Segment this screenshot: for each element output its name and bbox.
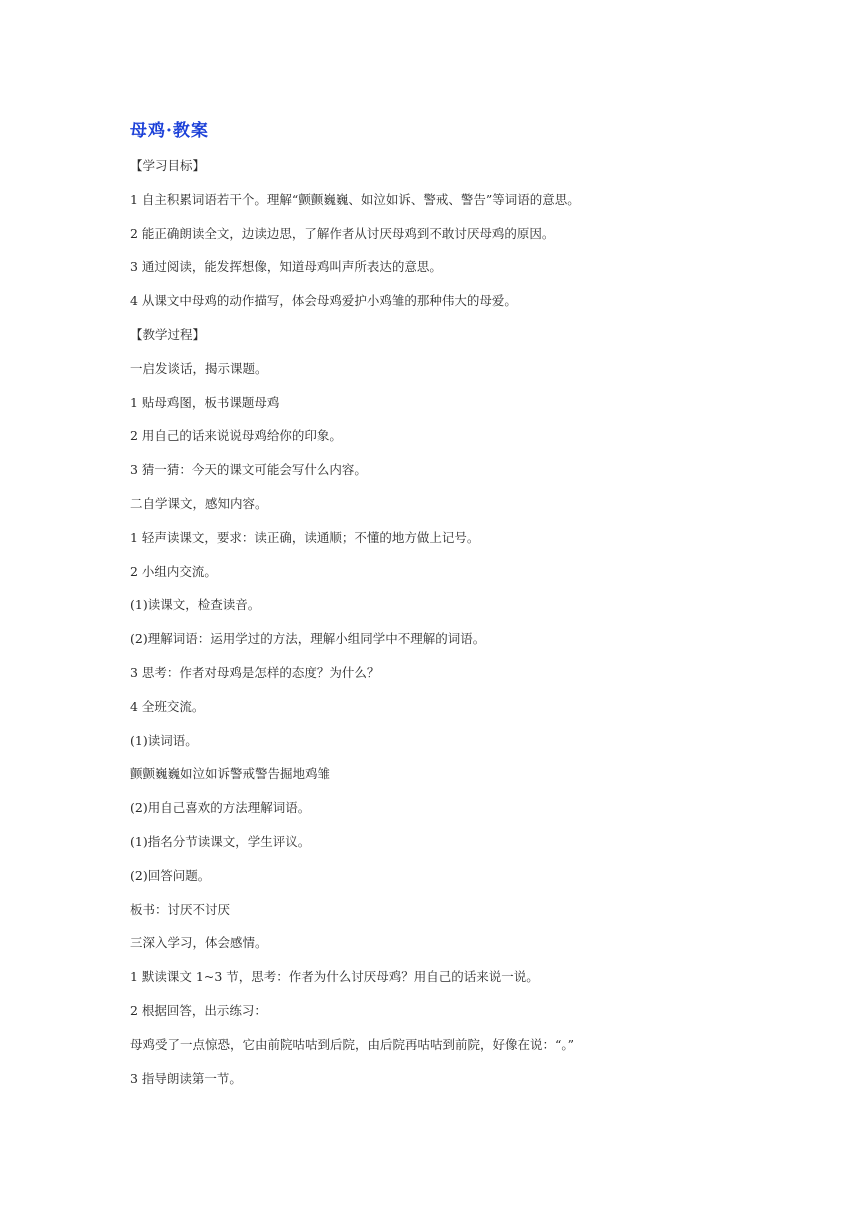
paragraph: (1)读课文，检查读音。 (130, 597, 261, 613)
paragraph: 1 贴母鸡图，板书课题母鸡 (130, 394, 280, 410)
paragraph: 二自学课文，感知内容。 (130, 495, 268, 511)
paragraph: 三深入学习，体会感情。 (130, 935, 268, 951)
paragraph: 4 全班交流。 (130, 698, 205, 714)
document-title: 母鸡·教案 (130, 121, 209, 141)
paragraph: 2 能正确朗读全文，边读边思，了解作者从讨厌母鸡到不敢讨厌母鸡的原因。 (130, 225, 555, 241)
paragraph: 3 通过阅读，能发挥想像，知道母鸡叫声所表达的意思。 (130, 259, 442, 275)
paragraph: (1)读词语。 (130, 732, 198, 748)
paragraph: 1 默读课文 1~3 节，思考：作者为什么讨厌母鸡？用自己的话来说一说。 (130, 969, 539, 985)
paragraph: 3 猜一猜：今天的课文可能会写什么内容。 (130, 462, 367, 478)
paragraph: 1 自主积累词语若干个。理解“颤颤巍巍、如泣如诉、警戒、警告”等词语的意思。 (130, 191, 580, 207)
paragraph: 2 小组内交流。 (130, 563, 217, 579)
paragraph: 板书：讨厌不讨厌 (130, 901, 231, 917)
paragraph: 母鸡受了一点惊恐，它由前院咕咕到后院，由后院再咕咕到前院，好像在说：“。” (130, 1036, 575, 1052)
paragraph: (2)理解词语：运用学过的方法，理解小组同学中不理解的词语。 (130, 631, 486, 647)
paragraph: 一启发谈话，揭示课题。 (130, 360, 268, 376)
paragraph: (2)用自己喜欢的方法理解词语。 (130, 800, 311, 816)
paragraph: 颤颤巍巍如泣如诉警戒警告掘地鸡雏 (130, 766, 331, 782)
paragraph: 3 思考：作者对母鸡是怎样的态度？为什么？ (130, 664, 380, 680)
paragraph: (1)指名分节读课文，学生评议。 (130, 833, 311, 849)
section-heading-objectives: 【学习目标】 (130, 158, 206, 173)
paragraph: 3 指导朗读第一节。 (130, 1070, 242, 1086)
section-heading-process: 【教学过程】 (130, 326, 206, 342)
paragraph: 1 轻声读课文，要求：读正确，读通顺；不懂的地方做上记号。 (130, 529, 480, 545)
paragraph: 2 用自己的话来说说母鸡给你的印象。 (130, 428, 342, 444)
document-body (130, 157, 750, 1103)
paragraph: 2 根据回答，出示练习： (130, 1002, 267, 1018)
paragraph: (2)回答问题。 (130, 867, 211, 883)
paragraph: 4 从课文中母鸡的动作描写，体会母鸡爱护小鸡雏的那种伟大的母爱。 (130, 293, 517, 309)
